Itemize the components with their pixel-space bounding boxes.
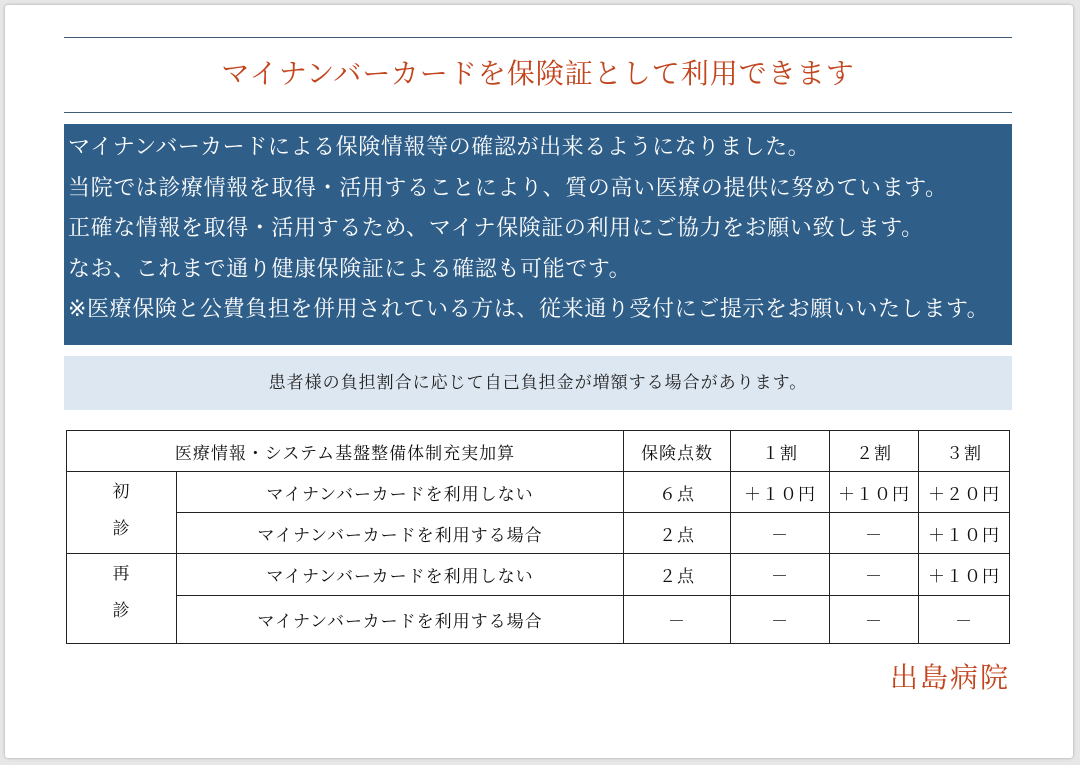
hospital-name: 出島病院 [889, 661, 1010, 694]
table-row [67, 554, 1010, 596]
table-row [67, 596, 1010, 644]
notice-line: マイナンバーカードによる保険情報等の確認が出来るようになりました。 [68, 135, 811, 160]
group-label-char: 再 [112, 564, 131, 584]
row-description: マイナンバーカードを利用する場合 [177, 513, 624, 554]
table-header-rate-2: ２割 [830, 431, 919, 472]
row-description: マイナンバーカードを利用しない [177, 554, 624, 596]
title-bottom-rule [64, 112, 1012, 113]
row-rate-3: ＋１０円 [919, 513, 1010, 554]
page-title: マイナンバーカードを保険証として利用できます [221, 57, 855, 90]
row-rate-1: － [731, 554, 830, 596]
group-label-first-visit [67, 472, 177, 554]
row-description: マイナンバーカードを利用する場合 [177, 596, 624, 644]
row-rate-3: ＋１０円 [919, 554, 1010, 596]
row-rate-1: － [731, 596, 830, 644]
row-rate-2: ＋１０円 [830, 472, 919, 513]
row-rate-1: － [731, 513, 830, 554]
table-header-rate-1: １割 [731, 431, 830, 472]
title-top-rule [64, 37, 1012, 38]
row-rate-2: － [830, 596, 919, 644]
row-description: マイナンバーカードを利用しない [177, 472, 624, 513]
row-points: ２点 [624, 513, 731, 554]
row-points: ６点 [624, 472, 731, 513]
row-rate-3: ＋２０円 [919, 472, 1010, 513]
notice-box [64, 124, 1012, 345]
notice-line: ※医療保険と公費負担を併用されている方は、従来通り受付にご提示をお願いいたします。 [68, 297, 990, 322]
notice-line: 当院では診療情報を取得・活用することにより、質の高い医療の提供に努めています。 [68, 175, 948, 201]
notice-line: なお、これまで通り健康保険証による確認も可能です。 [68, 256, 632, 282]
group-label-revisit [67, 554, 177, 644]
table-header-item: 医療情報・システム基盤整備体制充実加算 [67, 431, 624, 472]
row-points: ２点 [624, 554, 731, 596]
row-rate-1: ＋１０円 [731, 472, 830, 513]
group-label-char: 初 [112, 482, 131, 502]
row-rate-2: － [830, 554, 919, 596]
copay-banner: 患者様の負担割合に応じて自己負担金が増額する場合があります。 [64, 356, 1012, 410]
table-row [67, 472, 1010, 513]
group-label-char: 診 [112, 601, 131, 621]
table-row [67, 513, 1010, 554]
table-header-points: 保険点数 [624, 431, 731, 472]
table-header-rate-3: ３割 [919, 431, 1010, 472]
table-header-row [67, 431, 1010, 472]
group-label-char: 診 [112, 519, 131, 539]
row-rate-2: － [830, 513, 919, 554]
fee-table [66, 430, 1010, 644]
row-rate-3: － [919, 596, 1010, 644]
row-points: － [624, 596, 731, 644]
notice-line: 正確な情報を取得・活用するため、マイナ保険証の利用にご協力をお願い致します。 [68, 216, 924, 241]
